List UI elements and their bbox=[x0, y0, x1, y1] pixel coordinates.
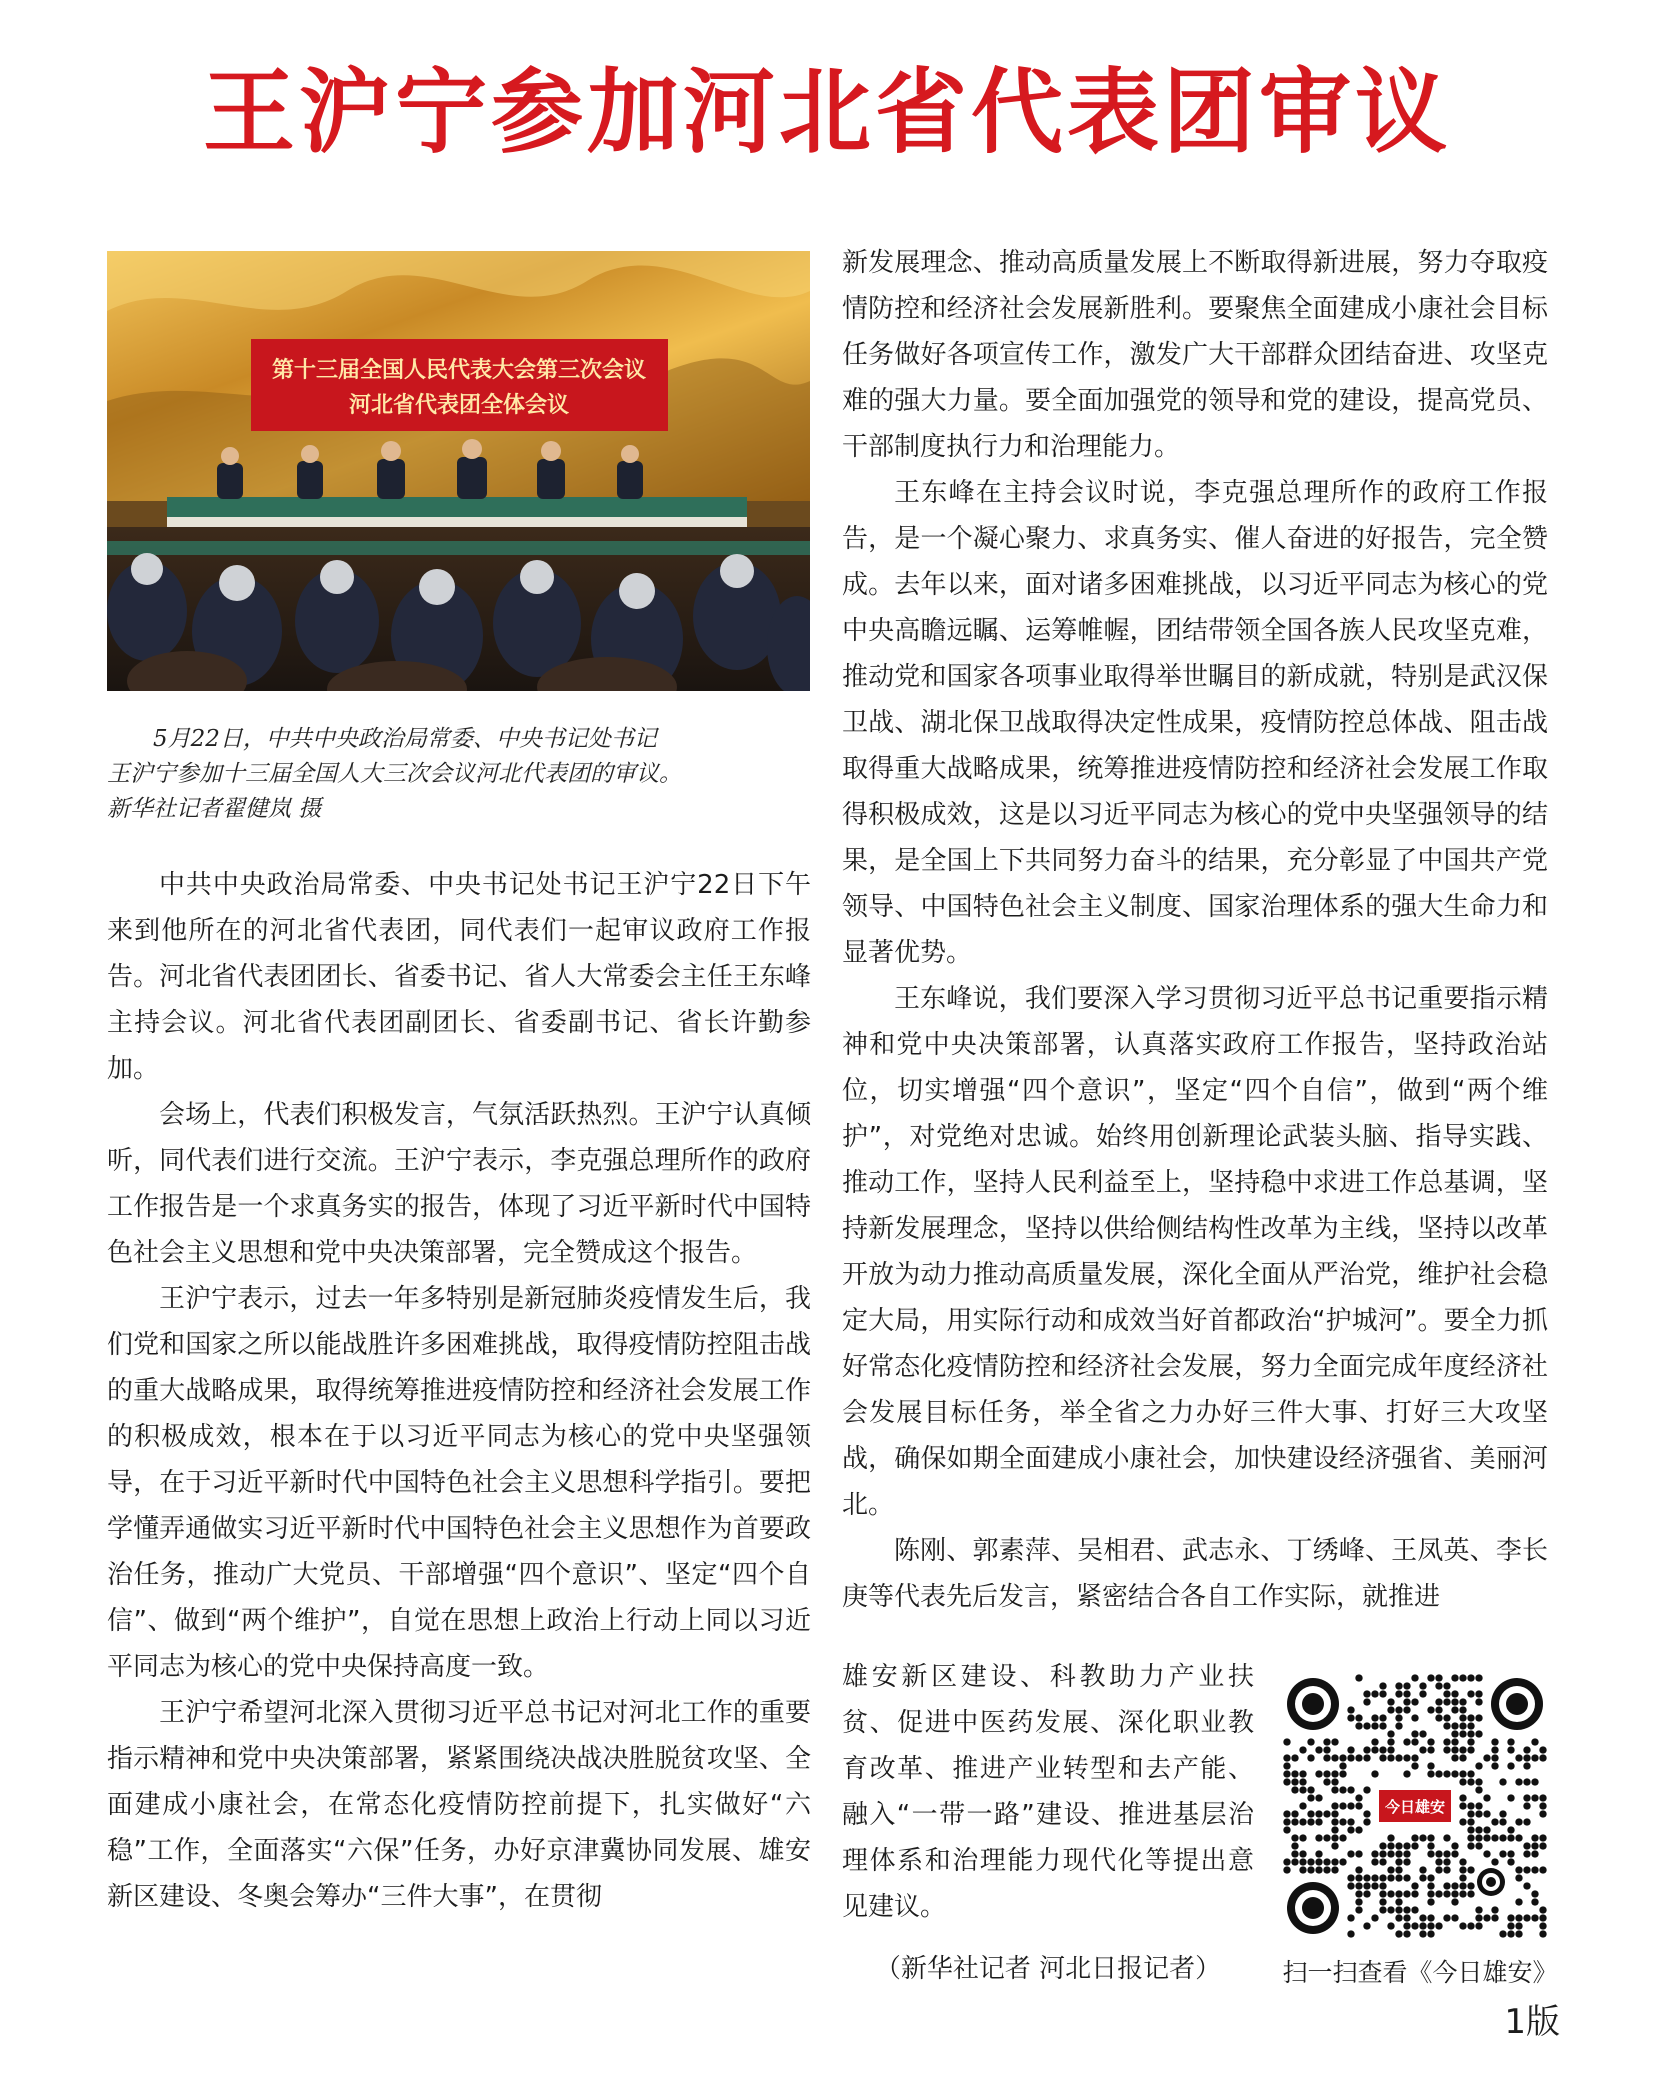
news-photo bbox=[107, 251, 810, 691]
caption-line-2: 王沪宁参加十三届全国人大三次会议河北代表团的审议。 bbox=[107, 761, 682, 787]
paragraph: 王东峰在主持会议时说，李克强总理所作的政府工作报告，是一个凝心聚力、求真务实、催人奋进的好报告，完全赞成。去年以来，面对诸多困难挑战，以习近平同志为核心的党中央高瞻远瞩、运筹帷幄，团结带领全国各族人民攻坚克难，推动党和国家各项事业取得举世瞩目的新成就，特别是武汉保卫战、湖北保卫战取得决定性成果，疫情防控总体战、阻击战取得重大战略成果，统筹推进疫情防控和经济社会发展工作取得积极成效，这是以习近平同志为核心的党中央坚强领导的结果，是全国上下共同努力奋斗的结果，充分彰显了中国共产党领导、中国特色社会主义制度、国家治理体系的强大生命力和显著优势。 bbox=[842, 478, 1548, 968]
paragraph: 中共中央政治局常委、中央书记处书记王沪宁22日下午来到他所在的河北省代表团，同代表们一起审议政府工作报告。河北省代表团团长、省委书记、省人大常委会主任王东峰主持会议。河北省代表团副团长、省委副书记、省长许勤参加。 bbox=[107, 870, 811, 1084]
caption-line-1: 5月22日，中共中央政治局常委、中央书记处书记 bbox=[153, 726, 657, 752]
photo-caption bbox=[107, 722, 817, 827]
article-left-column bbox=[107, 862, 811, 1920]
paragraph: 王东峰说，我们要深入学习贯彻习近平总书记重要指示精神和党中央决策部署，认真落实政府工作报告，坚持政治站位，切实增强“四个意识”，坚定“四个自信”，做到“两个维护”，对党绝对忠诚。始终用创新理论武装头脑、指导实践、推动工作，坚持人民利益至上，坚持稳中求进工作总基调，坚持新发展理念，坚持以供给侧结构性改革为主线，坚持以改革开放为动力推动高质量发展，深化全面从严治党，维护社会稳定大局，用实际行动和成效当好首都政治“护城河”。要全力抓好常态化疫情防控和经济社会发展，努力全面完成年度经济社会发展目标任务，举全省之力办好三件大事、打好三大攻坚战，确保如期全面建成小康社会，加快建设经济强省、美丽河北。 bbox=[842, 984, 1548, 1520]
paragraph-continuation: 雄安新区建设、科教助力产业扶贫、促进中医药发展、深化职业教育改革、推进产业转型和去产能、融入“一带一路”建设、推进基层治理体系和治理能力现代化等提出意见建议。 bbox=[842, 1662, 1254, 1922]
paragraph: 陈刚、郭素萍、吴相君、武志永、丁绣峰、王凤英、李长庚等代表先后发言，紧密结合各自工作实际，就推进 bbox=[842, 1536, 1548, 1612]
byline-credit: （新华社记者 河北日报记者） bbox=[874, 1954, 1222, 1984]
paragraph: 王沪宁表示，过去一年多特别是新冠肺炎疫情发生后，我们党和国家之所以能战胜许多困难挑战，取得疫情防控阻击战的重大战略成果，取得统筹推进疫情防控和经济社会发展工作的积极成效，根本在于以习近平同志为核心的党中央坚强领导，在于习近平新时代中国特色社会主义思想科学指引。要把学懂弄通做实习近平新时代中国特色社会主义思想作为首要政治任务，推动广大党员、干部增强“四个意识”、坚定“四个自信”、做到“两个维护”，自觉在思想上政治上行动上同以习近平同志为核心的党中央保持高度一致。 bbox=[107, 1284, 811, 1682]
qr-code[interactable] bbox=[1283, 1674, 1547, 1938]
paragraph-continuation: 新发展理念、推动高质量发展上不断取得新进展，努力夺取疫情防控和经济社会发展新胜利。要聚焦全面建成小康社会目标任务做好各项宣传工作，激发广大干部群众团结奋进、攻坚克难的强大力量。要全面加强党的领导和党的建设，提高党员、干部制度执行力和治理能力。 bbox=[842, 248, 1548, 462]
caption-line-3: 新华社记者翟健岚 摄 bbox=[107, 796, 322, 822]
qr-logo-label: 今日雄安 bbox=[1384, 1798, 1446, 1816]
page-number: 1版 bbox=[1504, 2002, 1560, 2042]
banner-line-1: 第十三届全国人民代表大会第三次会议 bbox=[271, 357, 647, 383]
paragraph: 会场上，代表们积极发言，气氛活跃热烈。王沪宁认真倾听，同代表们进行交流。王沪宁表示，李克强总理所作的政府工作报告是一个求真务实的报告，体现了习近平新时代中国特色社会主义思想和党中央决策部署，完全赞成这个报告。 bbox=[107, 1100, 811, 1268]
qr-caption: 扫一扫查看《今日雄安》 bbox=[1282, 1958, 1558, 1987]
banner-line-2: 河北省代表团全体会议 bbox=[348, 392, 570, 418]
article-right-column bbox=[842, 240, 1548, 1620]
article-right-narrow-column bbox=[842, 1654, 1254, 1930]
paragraph: 王沪宁希望河北深入贯彻习近平总书记对河北工作的重要指示精神和党中央决策部署，紧紧围绕决战决胜脱贫攻坚、全面建成小康社会，在常态化疫情防控前提下，扎实做好“六稳”工作，全面落实“六保”任务，办好京津冀协同发展、雄安新区建设、冬奥会筹办“三件大事”，在贯彻 bbox=[107, 1698, 811, 1912]
headline: 王沪宁参加河北省代表团审议 bbox=[202, 58, 1451, 166]
